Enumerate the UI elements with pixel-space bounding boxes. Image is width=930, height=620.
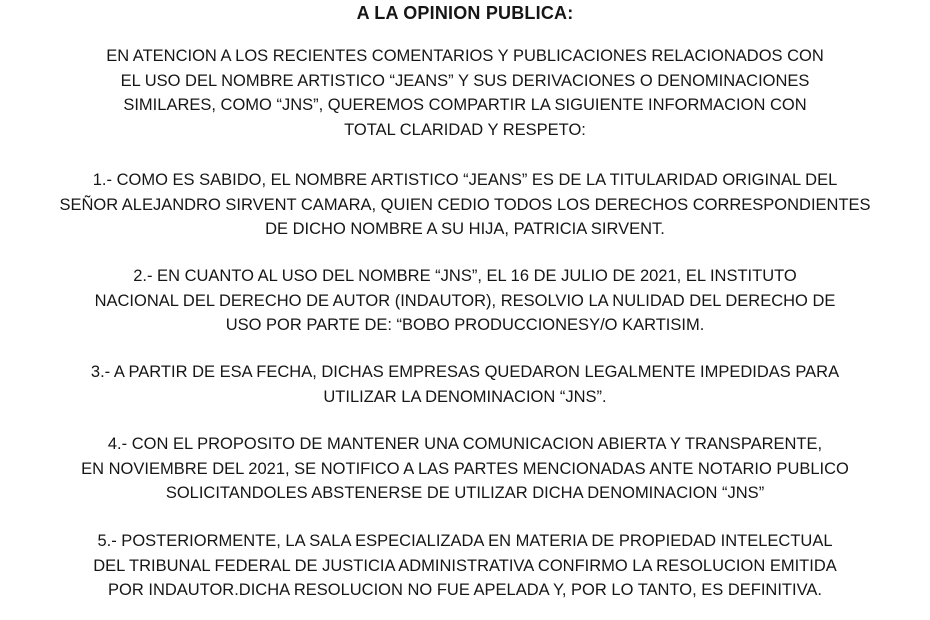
point-1-line: DE DICHO NOMBRE A SU HIJA, PATRICIA SIRVENT. [265,220,665,238]
document-title: A LA OPINION PUBLICA: [356,3,574,23]
intro-line: EN ATENCION A LOS RECIENTES COMENTARIOS Y PUBLICACIONES RELACIONADOS CON [106,47,824,65]
point-4-line: SOLICITANDOLES ABSTENERSE DE UTILIZAR DICHA DENOMINACION “JNS” [165,484,765,502]
intro-line: TOTAL CLARIDAD Y RESPETO: [344,120,586,139]
point-1-paragraph [0,168,930,242]
point-5-line: 5.- POSTERIORMENTE, LA SALA ESPECIALIZADA EN MATERIA DE PROPIEDAD INTELECTUAL [97,532,833,550]
point-4-line: 4.- CON EL PROPOSITO DE MANTENER UNA COMUNICACION ABIERTA Y TRANSPARENTE, [107,435,823,453]
point-5-line: DEL TRIBUNAL FEDERAL DE JUSTICIA ADMINISTRATIVA CONFIRMO LA RESOLUCION EMITIDA [93,556,837,575]
point-1-line: SEÑOR ALEJANDRO SIRVENT CAMARA, QUIEN CEDIO TODOS LOS DERECHOS CORRESPONDIENTES [59,195,871,214]
point-2-paragraph [0,264,930,338]
point-5-line: POR INDAUTOR.DICHA RESOLUCION NO FUE APELADA Y, POR LO TANTO, ES DEFINITIVA. [108,581,822,599]
point-4-line: EN NOVIEMBRE DEL 2021, SE NOTIFICO A LAS PARTES MENCIONADAS ANTE NOTARIO PUBLICO [81,459,849,478]
point-3-line: UTILIZAR LA DENOMINACION “JNS”. [323,387,607,406]
point-5-paragraph [0,529,930,603]
point-2-line: USO POR PARTE DE: “BOBO PRODUCCIONESY/O KARTISIM. [225,316,705,334]
point-4-paragraph [0,432,930,506]
intro-line: SIMILARES, COMO “JNS”, QUEREMOS COMPARTIR LA SIGUIENTE INFORMACION CON [123,96,807,114]
point-3-paragraph [0,360,930,409]
point-3-line: 3.- A PARTIR DE ESA FECHA, DICHAS EMPRESAS QUEDARON LEGALMENTE IMPEDIDAS PARA [90,363,840,381]
point-2-line: NACIONAL DEL DERECHO DE AUTOR (INDAUTOR), RESOLVIO LA NULIDAD DEL DERECHO DE [94,291,836,310]
point-1-line: 1.- COMO ES SABIDO, EL NOMBRE ARTISTICO “JEANS” ES DE LA TITULARIDAD ORIGINAL DEL [92,171,838,189]
point-2-line: 2.- EN CUANTO AL USO DEL NOMBRE “JNS”, EL 16 DE JULIO DE 2021, EL INSTITUTO [133,267,797,285]
intro-line: EL USO DEL NOMBRE ARTISTICO “JEANS” Y SUS DERIVACIONES O DENOMINACIONES [120,71,810,90]
intro-paragraph [0,44,930,142]
